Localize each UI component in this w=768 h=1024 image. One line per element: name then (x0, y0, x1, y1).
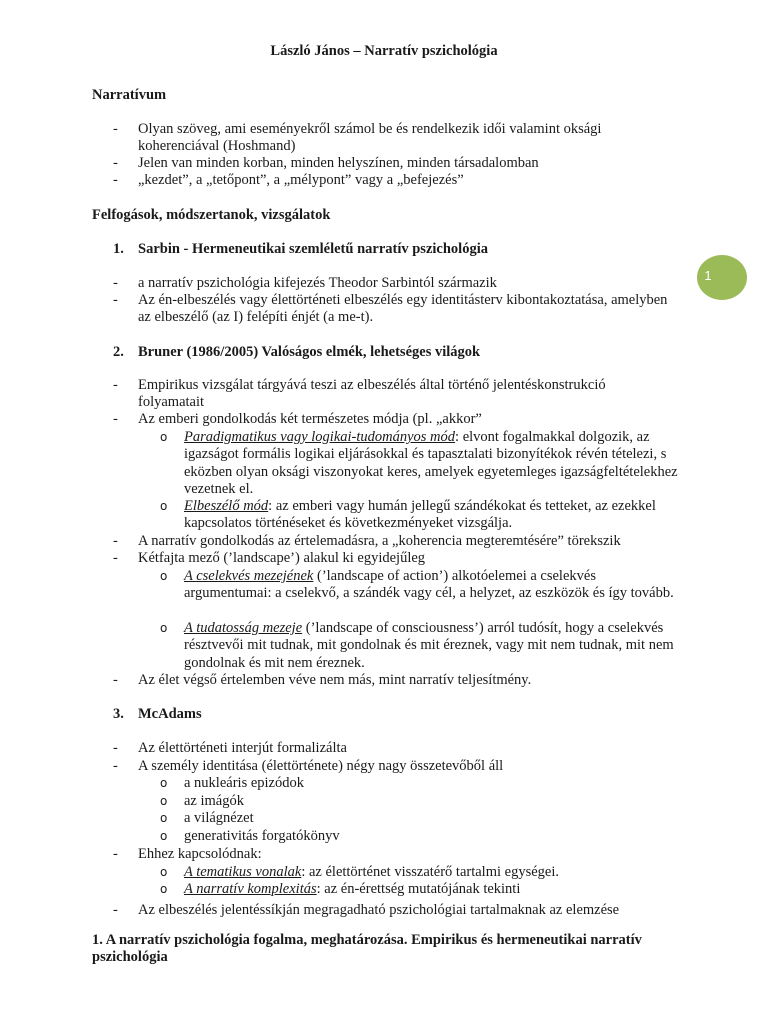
term-paradigmatikus: Paradigmatikus vagy logikai-tudományos mód (184, 429, 456, 445)
dash-marker: - (113, 672, 118, 688)
circle-bullet-marker: o (160, 621, 168, 635)
circle-bullet-marker: o (160, 430, 168, 444)
sub-list-item (160, 793, 680, 810)
sub-list-item (160, 881, 680, 898)
circle-bullet-marker: o (160, 882, 168, 896)
list-item-text: Olyan szöveg, ami eseményekről számol be és rendelkezik idői valamint oksági koherenciával (Hoshmand) (138, 121, 602, 155)
page-title: László János – Narratív pszichológia (270, 43, 498, 59)
sub-list-item (160, 828, 680, 845)
sub-list-item (160, 568, 680, 603)
dash-marker: - (113, 155, 118, 171)
list-item-text: Ehhez kapcsolódnak: (138, 846, 262, 862)
list-item (113, 902, 673, 919)
list-item-text: Jelen van minden korban, minden helyszínen, minden társadalomban (138, 155, 539, 171)
heading-text: McAdams (138, 706, 202, 722)
dash-marker: - (113, 550, 118, 566)
dash-marker: - (113, 121, 118, 137)
page-number-badge: 1 (697, 255, 747, 300)
dash-marker: - (113, 758, 118, 774)
numbered-heading-mcadams (113, 706, 202, 723)
list-item-text: Empirikus vizsgálat tárgyává teszi az elbeszélés által történő jelentéskonstrukció folyamatait (138, 377, 606, 411)
list-item (113, 275, 673, 292)
dash-marker: - (113, 846, 118, 862)
circle-bullet-marker: o (160, 865, 168, 879)
term-description: (’landscape of consciousness’) arról tudósít, hogy a cselekvés résztvevői mit tudnak, mit gondolnak és mit éreznek, vagy mit nem tudnak, mit nem gondolnak és mit nem éreznek. (184, 620, 674, 671)
list-item (113, 121, 673, 156)
sub-list-item-text: a világnézet (184, 810, 254, 826)
heading-number: 2. (113, 344, 124, 360)
sub-list-item (160, 864, 680, 881)
sub-list-item-text (184, 568, 680, 603)
sub-list-item-text: az imágók (184, 793, 244, 809)
section-heading-felfogasok: Felfogások, módszertanok, vizsgálatok (92, 207, 331, 223)
term-elbeszelo-mod: Elbeszélő mód (184, 498, 269, 514)
circle-bullet-marker: o (160, 499, 168, 513)
sub-list-item-text: a nukleáris epizódok (184, 775, 304, 791)
term-tematikus-vonalak: A tematikus vonalak (184, 864, 302, 880)
dash-marker: - (113, 377, 118, 393)
circle-bullet-marker: o (160, 829, 168, 843)
list-item (113, 672, 673, 689)
list-item (113, 758, 673, 775)
dash-marker: - (113, 533, 118, 549)
list-item-text: a narratív pszichológia kifejezés Theodor Sarbintól származik (138, 275, 497, 291)
dash-marker: - (113, 172, 118, 188)
circle-bullet-marker: o (160, 794, 168, 808)
list-item-text: A narratív gondolkodás az értelemadásra, a „koherencia megteremtésére” törekszik (138, 533, 621, 549)
sub-list-item-text (184, 498, 680, 533)
sub-list-item (160, 810, 680, 827)
list-item-text: Az elbeszélés jelentéssíkján megragadható pszichológiai tartalmaknak az elemzése (138, 902, 620, 918)
sub-list-item-text (184, 429, 680, 498)
sub-list-item-text: generativitás forgatókönyv (184, 828, 340, 844)
numbered-heading-bruner (113, 344, 480, 361)
dash-marker: - (113, 292, 118, 308)
sub-list-item (160, 429, 680, 498)
dash-marker: - (113, 411, 118, 427)
list-item-text: Az élet végső értelemben véve nem más, mint narratív teljesítmény. (138, 672, 532, 688)
heading-text: Bruner (1986/2005) Valóságos elmék, lehetséges világok (138, 344, 481, 360)
circle-bullet-marker: o (160, 569, 168, 583)
list-item (113, 533, 673, 550)
list-item (113, 172, 673, 189)
list-item (113, 292, 673, 327)
list-item-text: Az én-elbeszélés vagy élettörténeti elbeszélés egy identitásterv kibontakoztatása, amelyben az elbeszélő (az I) felépíti énjét (a me-t). (138, 292, 668, 326)
list-item-text: A személy identitása (élettörténete) négy nagy összetevőből áll (138, 758, 504, 774)
list-item (113, 846, 673, 863)
term-cselekves-mezeje: A cselekvés mezejének (184, 568, 314, 584)
sub-list-item-text (184, 864, 680, 881)
circle-bullet-marker: o (160, 811, 168, 825)
list-item-text: „kezdet”, a „tetőpont”, a „mélypont” vagy a „befejezés” (138, 172, 464, 188)
dash-marker: - (113, 275, 118, 291)
sub-list-item (160, 620, 680, 672)
numbered-heading-sarbin (113, 241, 488, 258)
sub-list-item-text (184, 881, 680, 898)
section-heading-narrativum: Narratívum (92, 87, 167, 103)
heading-text: Sarbin - Hermeneutikai szemléletű narratív pszichológia (138, 241, 488, 257)
list-item (113, 411, 673, 428)
heading-number: 1. (113, 241, 124, 257)
term-description: : az emberi vagy humán jellegű szándékokat és tetteket, az ezekkel kapcsolatos történéseket és következményeket vizsgálja. (184, 498, 656, 532)
heading-number: 3. (113, 706, 124, 722)
list-item-text: Az élettörténeti interjút formalizálta (138, 740, 347, 756)
dash-marker: - (113, 740, 118, 756)
final-section-heading: 1. A narratív pszichológia fogalma, meghatározása. Empirikus és hermeneutikai narratív pszichológia (92, 932, 642, 966)
list-item (113, 740, 673, 757)
dash-marker: - (113, 902, 118, 918)
list-item-text: Kétfajta mező (’landscape’) alakul ki egyidejűleg (138, 550, 426, 566)
list-item (113, 550, 673, 567)
term-description: : az én-érettség mutatójának tekinti (316, 881, 521, 897)
term-description: : elvont fogalmakkal dolgozik, az igazságot formális logikai eljárásokkal és tapasztalati bizonyítékok révén tételezi, s eközben olyan oksági viszonyokat keres, amelyek egyetemleges igazságfeltételekhez vezetnek el. (184, 429, 678, 497)
term-tudatossag-mezeje: A tudatosság mezeje (184, 620, 303, 636)
sub-list-item (160, 775, 680, 792)
term-description: : az élettörténet visszatérő tartalmi egységei. (301, 864, 559, 880)
term-narrativ-komplexitas: A narratív komplexitás (184, 881, 317, 897)
sub-list-item (160, 498, 680, 533)
term-description: (’landscape of action’) alkotóelemei a cselekvés argumentumai: a cselekvő, a szándék vagy cél, a helyzet, az eszközök és így tovább. (184, 568, 674, 602)
list-item-text: Az emberi gondolkodás két természetes módja (pl. „akkor” (138, 411, 482, 427)
sub-list-item-text (184, 620, 680, 672)
list-item (113, 377, 673, 412)
list-item (113, 155, 673, 172)
circle-bullet-marker: o (160, 776, 168, 790)
